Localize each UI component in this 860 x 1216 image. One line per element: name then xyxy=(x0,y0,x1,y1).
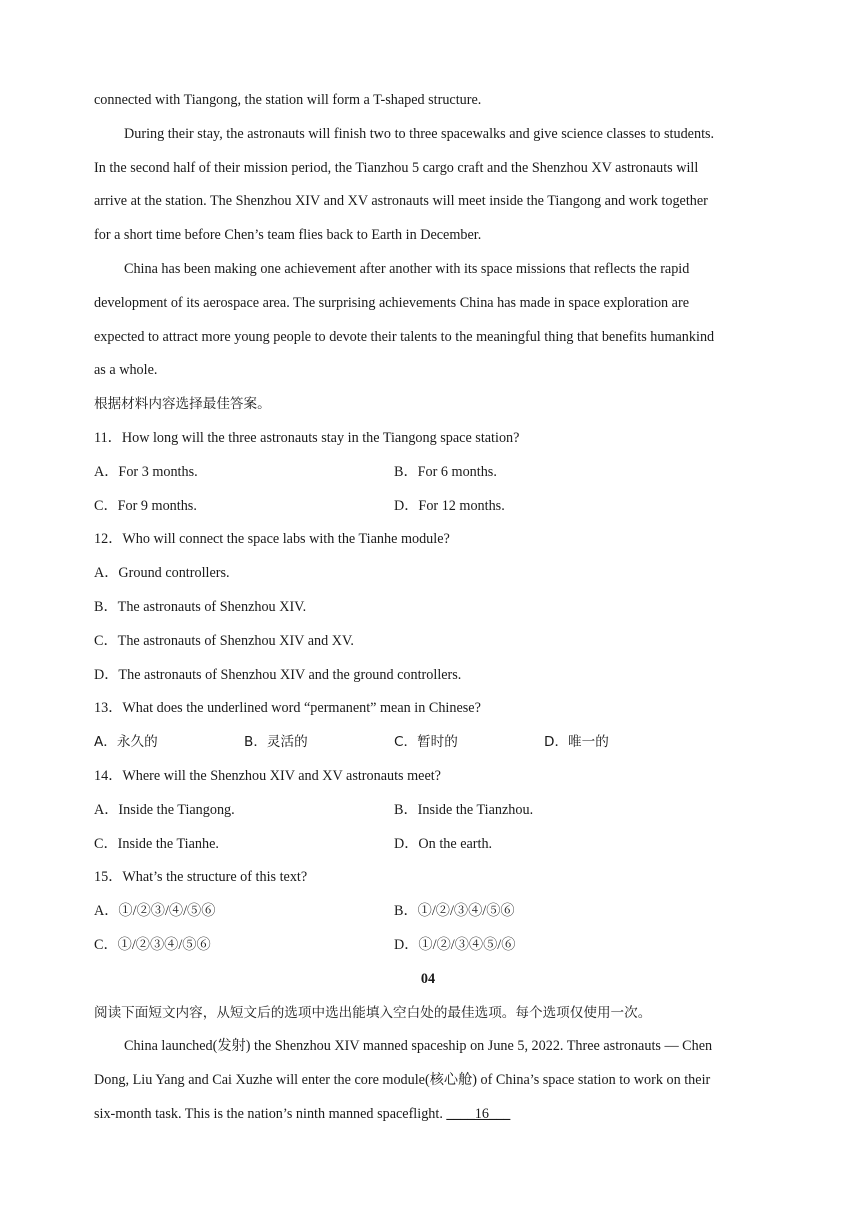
q14-option-a[interactable]: A．Inside the Tiangong. xyxy=(94,801,235,818)
q12-option-d[interactable]: D．The astronauts of Shenzhou XIV and the ground controllers. xyxy=(94,666,462,683)
q11-option-c[interactable]: C．For 9 months. xyxy=(94,497,197,514)
passage-line: In the second half of their mission period, the Tianzhou 5 cargo craft and the Shenzhou XV astronauts will xyxy=(94,159,699,176)
passage-line: development of its aerospace area. The surprising achievements China has made in space exploration are xyxy=(94,294,689,311)
passage-line: as a whole. xyxy=(94,362,158,379)
passage-line: arrive at the station. The Shenzhou XIV and XV astronauts will meet inside the Tiangong and work together xyxy=(94,193,708,210)
passage-line: China has been making one achievement after another with its space missions that reflects the rapid xyxy=(124,260,690,277)
q14-option-b[interactable]: B．Inside the Tianzhou. xyxy=(394,801,534,818)
q15-option-b[interactable]: B．①/②/③④/⑤⑥ xyxy=(394,903,515,920)
q15-option-d[interactable]: D．①/②/③④⑤/⑥ xyxy=(394,936,516,953)
q11-option-a[interactable]: A．For 3 months. xyxy=(94,463,198,480)
instruction: 根据材料内容选择最佳答案。 xyxy=(94,396,271,413)
passage-line: connected with Tiangong, the station will form a T-shaped structure. xyxy=(94,92,482,108)
blank-16[interactable]: ____16___ xyxy=(446,1105,511,1122)
document-page xyxy=(94,84,762,1132)
question-13-stem: 13．What does the underlined word “permanent” mean in Chinese? xyxy=(94,700,481,717)
paragraph xyxy=(94,253,762,388)
q13-option-a[interactable]: A．永久的 xyxy=(94,734,158,751)
question-15-stem: 15．What’s the structure of this text? xyxy=(94,869,308,886)
q14-option-c[interactable]: C．Inside the Tianhe. xyxy=(94,835,219,852)
passage-line: During their stay, the astronauts will finish two to three spacewalks and give science classes to students. xyxy=(124,125,715,142)
q11-option-d[interactable]: D．For 12 months. xyxy=(394,497,505,514)
passage-line: expected to attract more young people to devote their talents to the meaningful thing that benefits humankind xyxy=(94,328,715,345)
section-instruction: 阅读下面短文内容，从短文后的选项中选出能填入空白处的最佳选项。每个选项仅使用一次。 xyxy=(94,1004,652,1021)
q13-option-b[interactable]: B．灵活的 xyxy=(244,734,308,751)
q15-option-c[interactable]: C．①/②③④/⑤⑥ xyxy=(94,936,211,953)
q15-option-a[interactable]: A．①/②③/④/⑤⑥ xyxy=(94,903,216,920)
q11-option-b[interactable]: B．For 6 months. xyxy=(394,463,497,480)
paragraph xyxy=(94,1030,762,1131)
section-number: 04 xyxy=(420,970,436,987)
question-14-stem: 14．Where will the Shenzhou XIV and XV astronauts meet? xyxy=(94,767,441,784)
q12-option-b[interactable]: B．The astronauts of Shenzhou XIV. xyxy=(94,598,307,615)
paragraph xyxy=(94,118,762,253)
passage-text: six-month task. This is the nation’s ninth manned spaceflight. xyxy=(94,1105,447,1122)
q12-option-a[interactable]: A．Ground controllers. xyxy=(94,565,230,582)
q12-option-c[interactable]: C．The astronauts of Shenzhou XIV and XV. xyxy=(94,632,354,649)
question-12-stem: 12．Who will connect the space labs with the Tianhe module? xyxy=(94,531,450,548)
passage-line: China launched(发射) the Shenzhou XIV manned spaceship on June 5, 2022. Three astronauts — Chen xyxy=(124,1038,713,1055)
question-11-stem: 11．How long will the three astronauts stay in the Tiangong space station? xyxy=(94,429,520,446)
passage-line: Dong, Liu Yang and Cai Xuzhe will enter the core module(核心舱) of China’s space station to work on their xyxy=(94,1072,711,1089)
q13-option-c[interactable]: C．暂时的 xyxy=(394,734,458,751)
passage-line: for a short time before Chen’s team flies back to Earth in December. xyxy=(94,227,482,244)
passage-line xyxy=(94,1098,762,1132)
q13-option-d[interactable]: D．唯一的 xyxy=(544,734,609,751)
q14-option-d[interactable]: D．On the earth. xyxy=(394,835,493,852)
